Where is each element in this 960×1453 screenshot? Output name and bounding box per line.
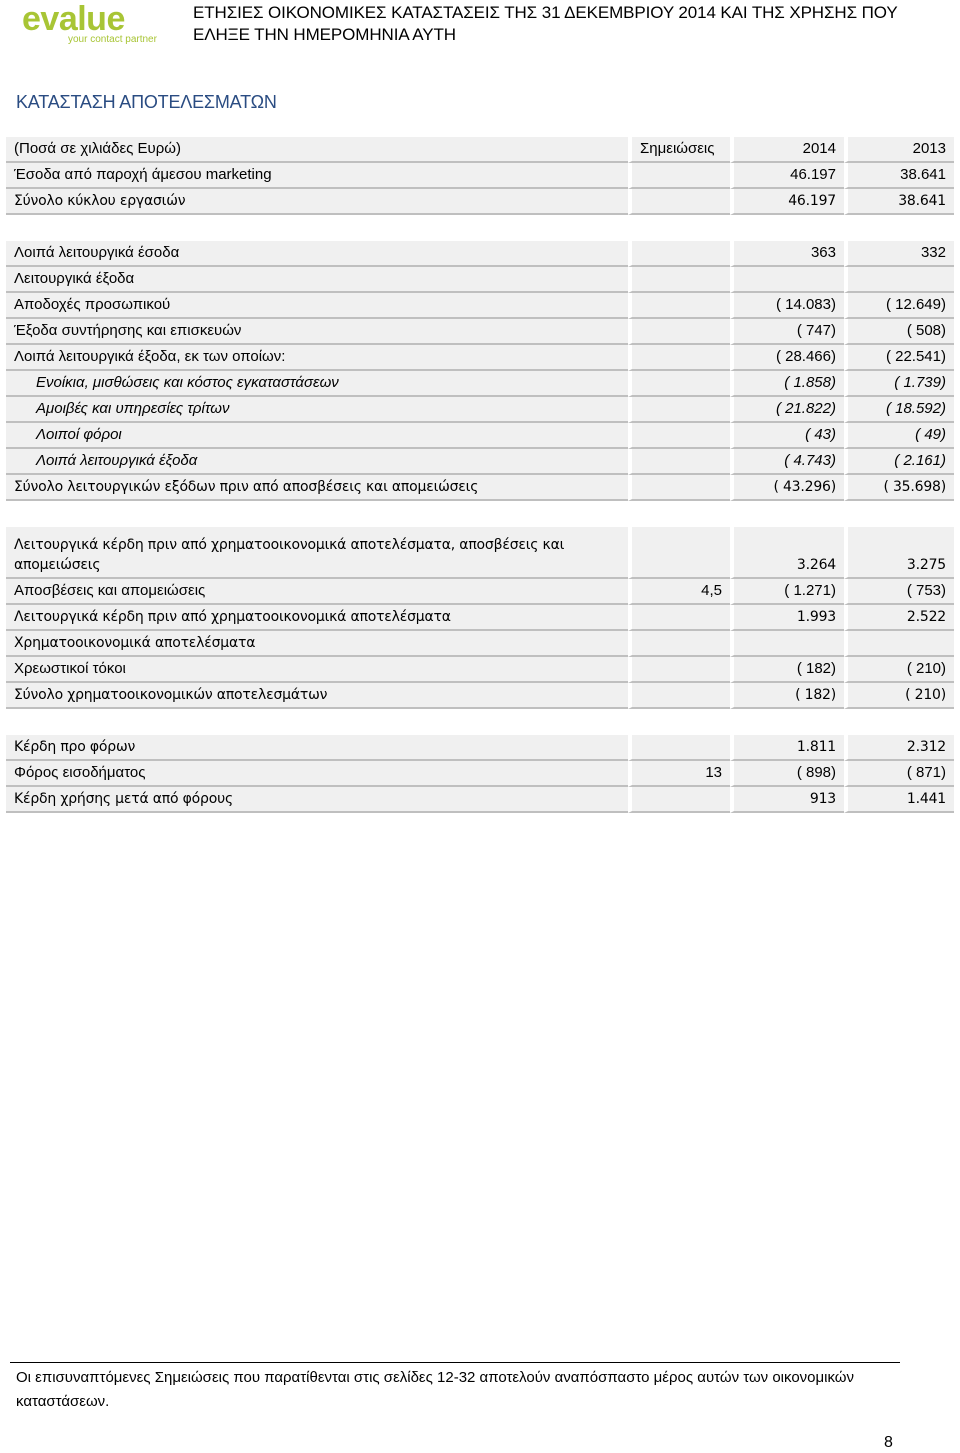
row-value-2013: ( 35.698) bbox=[844, 475, 954, 501]
footer-note: Οι επισυναπτόμενες Σημειώσεις που παρατίθενται στις σελίδες 12-32 αποτελούν αναπόσπαστο μέρος αυτών των οικονομικών καταστάσεων. bbox=[16, 1369, 855, 1410]
table-row bbox=[6, 761, 954, 787]
row-label: Σύνολο χρηματοοικονομικών αποτελεσμάτων bbox=[6, 683, 628, 709]
row-note bbox=[628, 241, 730, 267]
row-value-2014: ( 28.466) bbox=[730, 345, 844, 371]
header-year-2014: 2014 bbox=[730, 137, 844, 163]
header-notes: Σημειώσεις bbox=[628, 137, 730, 163]
row-label: Κέρδη χρήσης μετά από φόρους bbox=[6, 787, 628, 813]
row-value-2013: 1.441 bbox=[844, 787, 954, 813]
row-note bbox=[628, 345, 730, 371]
row-value-2014: 363 bbox=[730, 241, 844, 267]
row-note bbox=[628, 449, 730, 475]
row-value-2013: ( 210) bbox=[844, 657, 954, 683]
document-title-line-1: ΕΤΗΣΙΕΣ ΟΙΚΟΝΟΜΙΚΕΣ ΚΑΤΑΣΤΑΣΕΙΣ ΤΗΣ 31 ΔΕΚΕΜΒΡΙΟΥ 2014 ΚΑΙ ΤΗΣ ΧΡΗΣΗΣ ΠΟΥ bbox=[193, 3, 898, 22]
table-row bbox=[6, 605, 954, 631]
table-row bbox=[6, 657, 954, 683]
row-note bbox=[628, 735, 730, 761]
row-value-2014: ( 21.822) bbox=[730, 397, 844, 423]
row-label: Έσοδα από παροχή άμεσου marketing bbox=[6, 163, 628, 189]
row-value-2014: 1.811 bbox=[730, 735, 844, 761]
table-row bbox=[6, 319, 954, 345]
row-label: Λοιπά λειτουργικά έξοδα, εκ των οποίων: bbox=[6, 345, 628, 371]
row-note bbox=[628, 683, 730, 709]
row-note bbox=[628, 423, 730, 449]
row-value-2014: ( 182) bbox=[730, 683, 844, 709]
row-value-2014: ( 747) bbox=[730, 319, 844, 345]
row-note bbox=[628, 475, 730, 501]
row-label: Αποσβέσεις και απομειώσεις bbox=[6, 579, 628, 605]
row-label: Αποδοχές προσωπικού bbox=[6, 293, 628, 319]
footer-divider bbox=[10, 1362, 900, 1363]
table-row bbox=[6, 163, 954, 189]
row-value-2014: ( 182) bbox=[730, 657, 844, 683]
row-label: Σύνολο λειτουργικών εξόδων πριν από αποσβέσεις και απομειώσεις bbox=[6, 475, 628, 501]
row-label: Λοιποί φόροι bbox=[6, 423, 628, 449]
row-note bbox=[628, 631, 730, 657]
row-value-2014 bbox=[730, 267, 844, 293]
row-label: Λειτουργικά έξοδα bbox=[6, 267, 628, 293]
row-note bbox=[628, 397, 730, 423]
row-value-2014: 3.264 bbox=[730, 527, 844, 579]
row-note bbox=[628, 319, 730, 345]
row-note: 4,5 bbox=[628, 579, 730, 605]
page-number: 8 bbox=[884, 1434, 893, 1451]
income-statement-table bbox=[6, 137, 954, 813]
row-value-2014: ( 1.271) bbox=[730, 579, 844, 605]
document-title bbox=[193, 2, 953, 46]
row-note bbox=[628, 267, 730, 293]
table-row bbox=[6, 267, 954, 293]
row-value-2013: ( 508) bbox=[844, 319, 954, 345]
row-label: Ενοίκια, μισθώσεις και κόστος εγκαταστάσεων bbox=[6, 371, 628, 397]
row-value-2013: 38.641 bbox=[844, 189, 954, 215]
document-title-line-2: ΕΛΗΞΕ ΤΗΝ ΗΜΕΡΟΜΗΝΙΑ ΑΥΤΗ bbox=[193, 25, 456, 44]
row-note bbox=[628, 371, 730, 397]
row-value-2014: ( 43) bbox=[730, 423, 844, 449]
row-value-2013: ( 210) bbox=[844, 683, 954, 709]
row-value-2013: ( 18.592) bbox=[844, 397, 954, 423]
row-label: Χρεωστικοί τόκοι bbox=[6, 657, 628, 683]
table-row bbox=[6, 787, 954, 813]
table-row bbox=[6, 735, 954, 761]
row-value-2013: ( 753) bbox=[844, 579, 954, 605]
row-note bbox=[628, 163, 730, 189]
row-value-2013: ( 22.541) bbox=[844, 345, 954, 371]
row-value-2013: 332 bbox=[844, 241, 954, 267]
table-row bbox=[6, 631, 954, 657]
row-value-2013: 38.641 bbox=[844, 163, 954, 189]
table-row bbox=[6, 189, 954, 215]
table-row bbox=[6, 579, 954, 605]
table-spacer bbox=[6, 215, 954, 241]
row-label: Λοιπά λειτουργικά έξοδα bbox=[6, 449, 628, 475]
table-row bbox=[6, 345, 954, 371]
row-value-2014: ( 1.858) bbox=[730, 371, 844, 397]
row-label: Χρηματοοικονομικά αποτελέσματα bbox=[6, 631, 628, 657]
row-value-2014: 1.993 bbox=[730, 605, 844, 631]
table-row bbox=[6, 371, 954, 397]
row-value-2013: 3.275 bbox=[844, 527, 954, 579]
row-value-2014: 46.197 bbox=[730, 189, 844, 215]
table-row bbox=[6, 449, 954, 475]
row-value-2013: ( 2.161) bbox=[844, 449, 954, 475]
row-label: Έξοδα συντήρησης και επισκευών bbox=[6, 319, 628, 345]
header-year-2013: 2013 bbox=[844, 137, 954, 163]
row-value-2014: 913 bbox=[730, 787, 844, 813]
table-spacer bbox=[6, 709, 954, 735]
row-value-2013: ( 49) bbox=[844, 423, 954, 449]
logo-word: evalue bbox=[22, 0, 125, 38]
logo-tagline: your contact partner bbox=[68, 34, 157, 45]
evalue-logo bbox=[22, 2, 157, 45]
table-spacer bbox=[6, 501, 954, 527]
row-note bbox=[628, 657, 730, 683]
row-label: Λειτουργικά κέρδη πριν από χρηματοοικονομικά αποτελέσματα bbox=[6, 605, 628, 631]
row-value-2013: ( 1.739) bbox=[844, 371, 954, 397]
table-row bbox=[6, 527, 954, 579]
page-header bbox=[0, 0, 960, 52]
statement-title: ΚΑΤΑΣΤΑΣΗ ΑΠΟΤΕΛΕΣΜΑΤΩΝ bbox=[16, 92, 277, 112]
row-note bbox=[628, 189, 730, 215]
table-row bbox=[6, 423, 954, 449]
table-row bbox=[6, 397, 954, 423]
row-value-2013: ( 871) bbox=[844, 761, 954, 787]
row-value-2013 bbox=[844, 267, 954, 293]
row-value-2013: ( 12.649) bbox=[844, 293, 954, 319]
row-label: Λοιπά λειτουργικά έσοδα bbox=[6, 241, 628, 267]
table-row bbox=[6, 683, 954, 709]
table-row bbox=[6, 475, 954, 501]
row-note bbox=[628, 605, 730, 631]
header-amounts-unit: (Ποσά σε χιλιάδες Ευρώ) bbox=[6, 137, 628, 163]
row-label: Σύνολο κύκλου εργασιών bbox=[6, 189, 628, 215]
row-label: Λειτουργικά κέρδη πριν από χρηματοοικονομικά αποτελέσματα, αποσβέσεις και απομειώσεις bbox=[6, 527, 628, 579]
table-row bbox=[6, 293, 954, 319]
row-label: Αμοιβές και υπηρεσίες τρίτων bbox=[6, 397, 628, 423]
table-header-row bbox=[6, 137, 954, 163]
row-value-2014: 46.197 bbox=[730, 163, 844, 189]
row-label: Κέρδη προ φόρων bbox=[6, 735, 628, 761]
row-value-2014: ( 43.296) bbox=[730, 475, 844, 501]
table-row bbox=[6, 241, 954, 267]
row-value-2014 bbox=[730, 631, 844, 657]
row-value-2014: ( 14.083) bbox=[730, 293, 844, 319]
row-value-2014: ( 898) bbox=[730, 761, 844, 787]
row-value-2013: 2.522 bbox=[844, 605, 954, 631]
row-value-2014: ( 4.743) bbox=[730, 449, 844, 475]
row-value-2013: 2.312 bbox=[844, 735, 954, 761]
row-label: Φόρος εισοδήματος bbox=[6, 761, 628, 787]
row-note bbox=[628, 527, 730, 579]
row-note bbox=[628, 293, 730, 319]
row-note bbox=[628, 787, 730, 813]
row-note: 13 bbox=[628, 761, 730, 787]
row-value-2013 bbox=[844, 631, 954, 657]
